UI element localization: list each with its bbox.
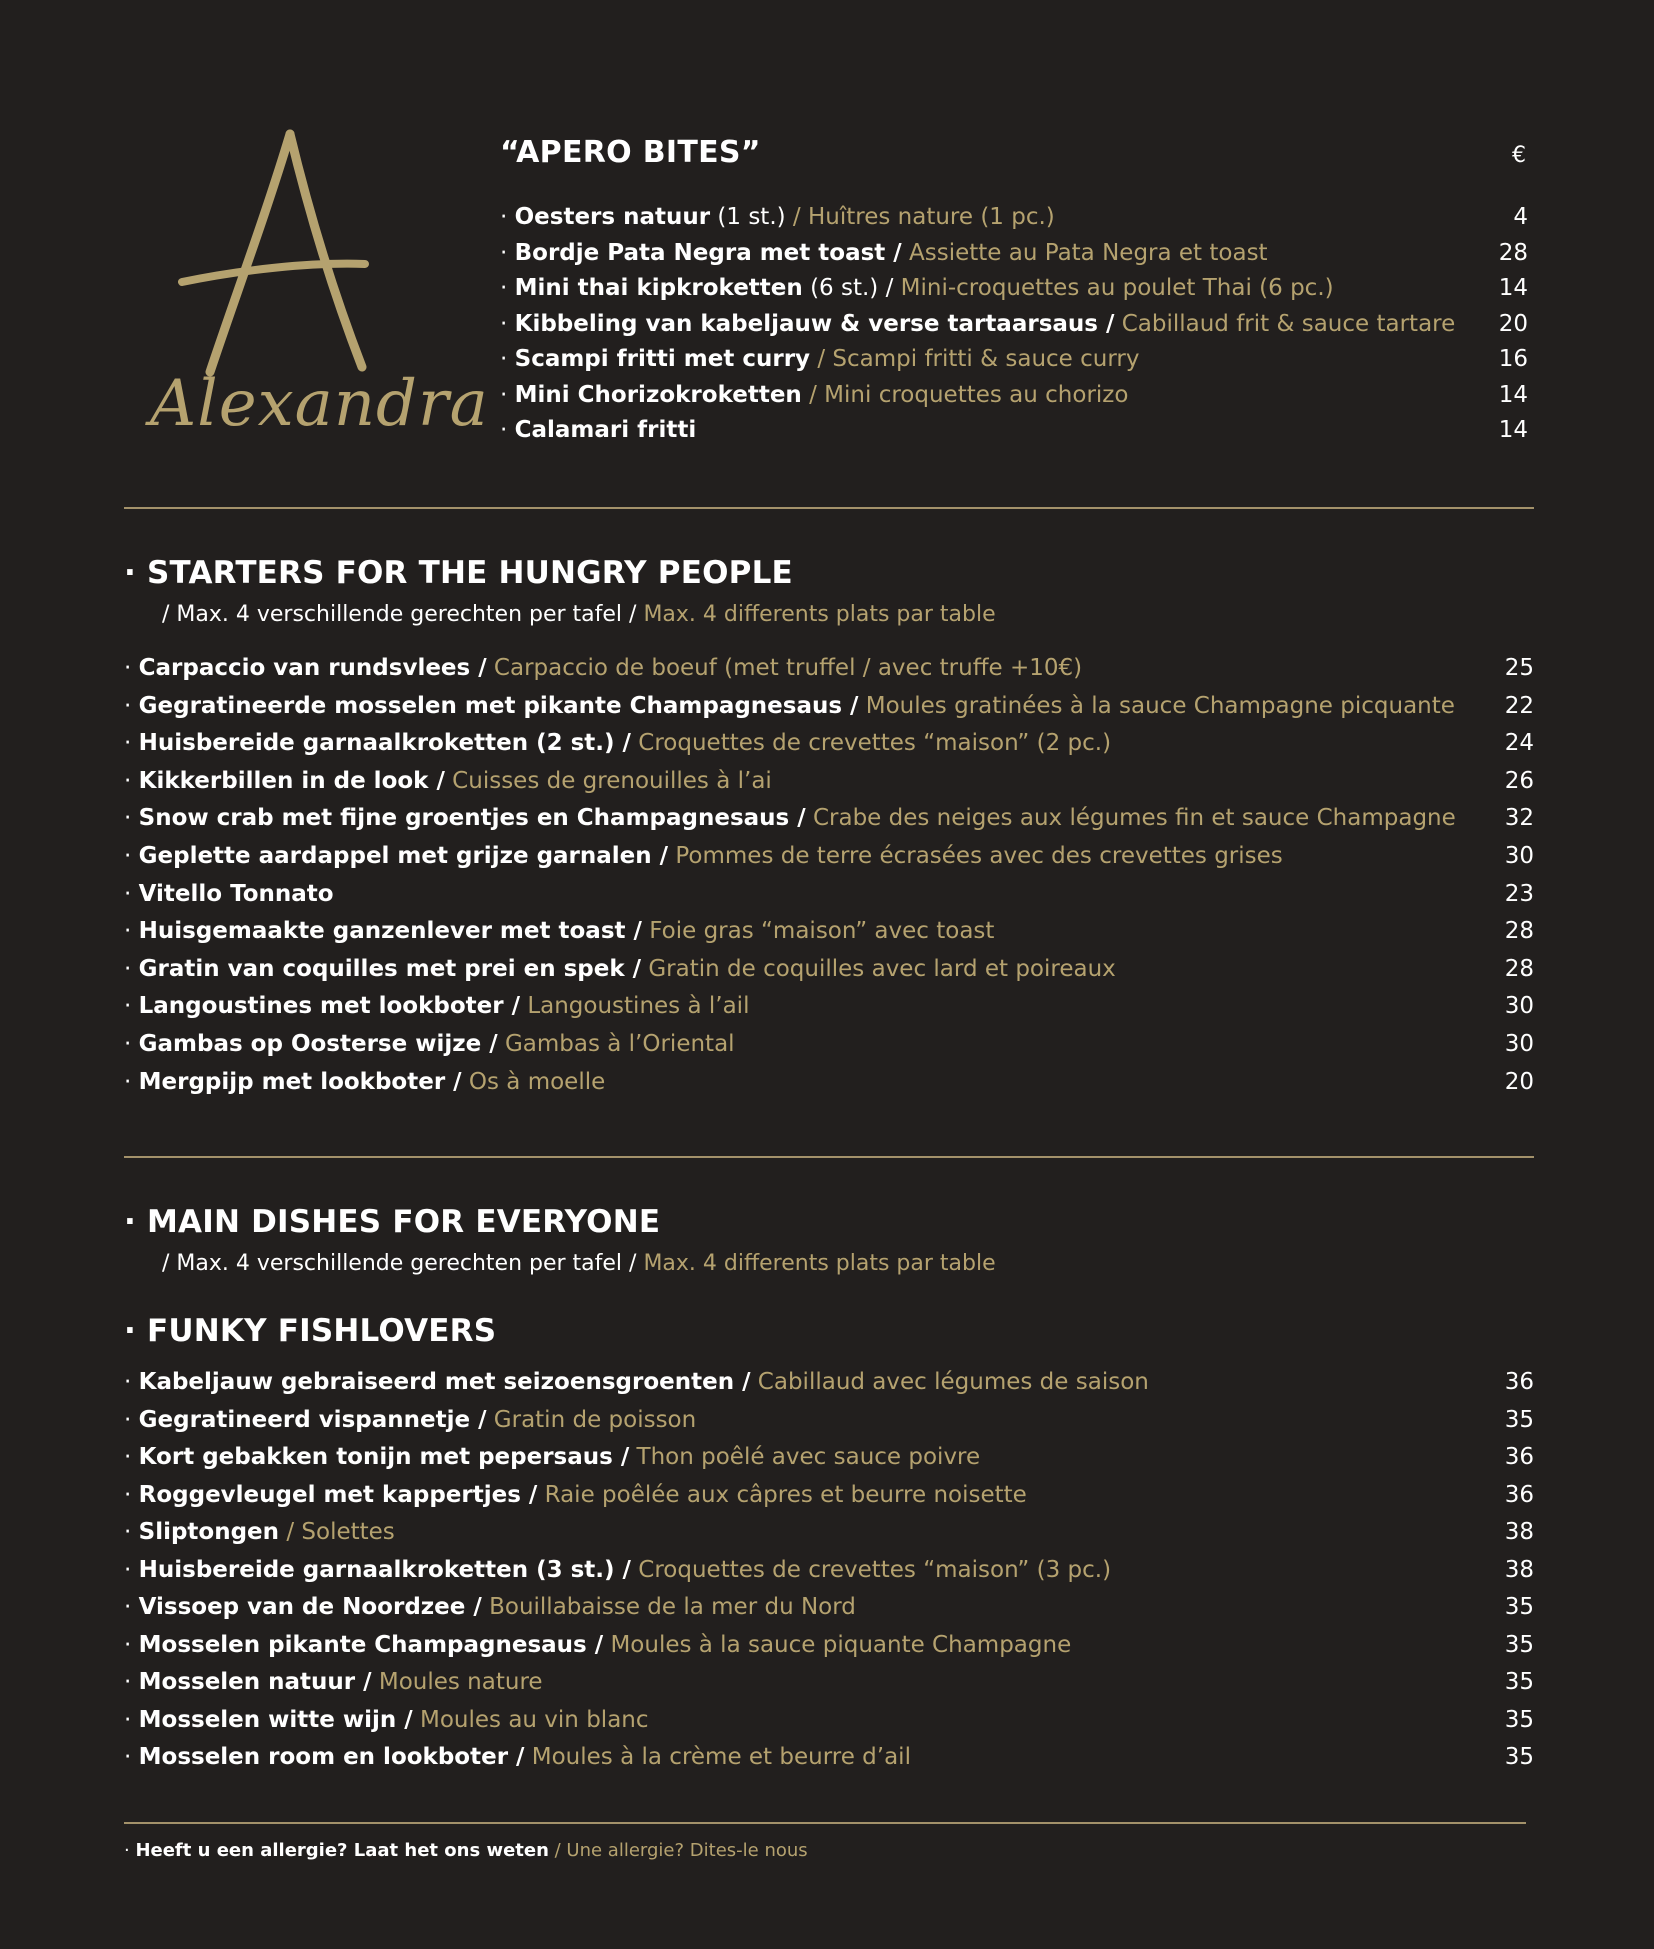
- price: 28: [1498, 239, 1528, 266]
- dish-name-nl: Geplette aardappel met grijze garnalen /: [138, 842, 669, 869]
- dish-name-nl: Mini Chorizokroketten: [514, 381, 802, 408]
- menu-item-text: · Kibbeling van kabeljauw & verse tartaarsaus / Cabillaud frit & sauce tartare: [500, 310, 1456, 337]
- dish-name-fr: Bouillabaisse de la mer du Nord: [481, 1594, 856, 1620]
- price: 35: [1504, 1631, 1534, 1658]
- price: 20: [1498, 310, 1528, 337]
- menu-item-text: · Kabeljauw gebraiseerd met seizoensgroenten / Cabillaud avec légumes de saison: [124, 1369, 1149, 1395]
- dish-name-fr: Gambas à l’Oriental: [497, 1030, 735, 1057]
- dish-name-fr: Gratin de poisson: [486, 1406, 697, 1433]
- price: 36: [1504, 1444, 1534, 1470]
- menu-item-text: · Mergpijp met lookboter / Os à moelle: [124, 1068, 606, 1095]
- dish-name-nl: Mosselen natuur /: [138, 1669, 372, 1695]
- menu-item: [124, 730, 1534, 768]
- apero-list: [500, 204, 1528, 453]
- dish-name-fr: Assiette au Pata Negra et toast: [901, 239, 1268, 266]
- dish-name-fr: Moules nature: [371, 1669, 543, 1695]
- dish-name-fr: Raie poêlée aux câpres et beurre noisette: [537, 1481, 1027, 1508]
- starters-list: [124, 655, 1534, 1106]
- divider: [124, 1822, 1526, 1824]
- menu-item-text: · Oesters natuur (1 st.) / Huîtres nature (1 pc.): [500, 204, 1055, 230]
- price: 36: [1504, 1369, 1534, 1395]
- menu-item-text: · Geplette aardappel met grijze garnalen / Pommes de terre écrasées avec des crevettes grises: [124, 842, 1283, 869]
- menu-item-text: · Bordje Pata Negra met toast / Assiette au Pata Negra et toast: [500, 239, 1268, 266]
- dish-portion: (1 st.): [710, 204, 786, 230]
- menu-item-text: · Mini Chorizokroketten / Mini croquettes au chorizo: [500, 381, 1129, 408]
- menu-item: [124, 1069, 1534, 1107]
- price: 38: [1504, 1556, 1534, 1583]
- menu-item: [124, 1369, 1534, 1407]
- fish-list: [124, 1369, 1534, 1782]
- dish-name-nl: Bordje Pata Negra met toast /: [514, 239, 902, 266]
- dish-name-fr: / Huîtres nature (1 pc.): [785, 204, 1055, 230]
- menu-item: [500, 275, 1528, 311]
- price: 4: [1513, 204, 1528, 230]
- menu-item: [500, 204, 1528, 240]
- apero-section: [500, 135, 1528, 453]
- menu-item: [124, 1744, 1534, 1782]
- dish-name-nl: Sliptongen: [138, 1519, 280, 1545]
- menu-item-text: · Mosselen room en lookboter / Moules à la crème et beurre d’ail: [124, 1744, 911, 1770]
- dish-name-nl: Huisgemaakte ganzenlever met toast /: [138, 918, 642, 945]
- menu-item: [124, 768, 1534, 806]
- menu-item-text: · Scampi fritti met curry / Scampi fritti & sauce curry: [500, 346, 1140, 372]
- starters-note: / Max. 4 verschillende gerechten per tafel / Max. 4 differents plats par table: [162, 602, 996, 627]
- dish-name-nl: Kort gebakken tonijn met pepersaus /: [138, 1444, 630, 1470]
- mains-title: MAIN DISHES FOR EVERYONE: [146, 1204, 661, 1240]
- price: 35: [1504, 1744, 1534, 1770]
- dish-name-fr: Moules à la sauce piquante Champagne: [603, 1631, 1072, 1658]
- price: 20: [1504, 1068, 1534, 1095]
- apero-title: “APERO BITES”: [500, 135, 761, 170]
- menu-item: [124, 1482, 1534, 1520]
- menu-item-text: · Mosselen natuur / Moules nature: [124, 1669, 543, 1695]
- menu-item: [500, 240, 1528, 276]
- dish-portion: (6 st.) /: [802, 275, 894, 301]
- dish-name-nl: Kabeljauw gebraiseerd met seizoensgroenten /: [138, 1369, 751, 1395]
- dish-name-nl: Carpaccio van rundsvlees /: [138, 655, 487, 681]
- menu-item: [124, 1632, 1534, 1670]
- menu-item-text: · Mosselen pikante Champagnesaus / Moules à la sauce piquante Champagne: [124, 1631, 1072, 1658]
- menu-item-text: · Gegratineerde mosselen met pikante Champagnesaus / Moules gratinées à la sauce Champagne picquante: [124, 692, 1455, 719]
- menu-item-text: · Vissoep van de Noordzee / Bouillabaisse de la mer du Nord: [124, 1594, 856, 1620]
- dish-name-nl: Mosselen witte wijn /: [138, 1706, 413, 1733]
- price: 14: [1498, 275, 1528, 301]
- allergy-note: · Heeft u een allergie? Laat het ons weten / Une allergie? Dites-le nous: [124, 1840, 808, 1861]
- dish-name-fr: Moules gratinées à la sauce Champagne picquante: [858, 692, 1455, 719]
- menu-item-text: · Mosselen witte wijn / Moules au vin blanc: [124, 1706, 649, 1733]
- fish-section: · FUNKY FISHLOVERS · Kabeljauw gebraiseerd met seizoensgroenten / Cabillaud avec légumes de saison 36 · Gegratineerd vispannetje / Gratin de poisson 35 · Kort gebakken tonijn met pepersaus / Thon poêlé avec sauce poivre 36 · Roggevleugel met kappertjes / Raie poêlée aux câpres et beurre noisette 36 · Sliptongen / Solettes 38 · Huisbereide garnaalkroketten (3 st.) / Croquettes de crevettes “maison” (3 pc.) 38 · Vissoep van de Noordzee / Bouillabaisse de la mer du Nord 35 · Mosselen pikante Champagnesaus / Moules à la sauce piquante Champagne 35 · Mosselen natuur / Moules nature 35 · Mosselen witte wijn / Moules au vin blanc 35 · Mosselen room en lookboter / Moules à la crème et beurre d’ail 35: [124, 1313, 1534, 1782]
- menu-item: [124, 1707, 1534, 1745]
- menu-item: [500, 311, 1528, 347]
- menu-item-text: · Kikkerbillen in de look / Cuisses de grenouilles à l’ai: [124, 767, 772, 794]
- price: 22: [1504, 692, 1534, 719]
- menu-item-text: · Calamari fritti: [500, 417, 697, 443]
- divider: [124, 507, 1534, 509]
- dish-name-nl: Gambas op Oosterse wijze /: [138, 1030, 498, 1057]
- dish-name-fr: / Solettes: [279, 1519, 395, 1545]
- dish-name-nl: Mini thai kipkroketten: [514, 275, 803, 301]
- menu-item: [124, 1519, 1534, 1557]
- price: 26: [1504, 767, 1534, 794]
- dish-name-nl: Scampi fritti met curry: [514, 346, 811, 372]
- dish-name-fr: Croquettes de crevettes “maison” (3 pc.): [630, 1556, 1112, 1583]
- menu-item-text: · Huisgemaakte ganzenlever met toast / Foie gras “maison” avec toast: [124, 918, 995, 945]
- menu-item: [500, 417, 1528, 453]
- menu-item: [124, 805, 1534, 843]
- dish-name-fr: Cuisses de grenouilles à l’ai: [444, 767, 772, 794]
- menu-item-text: · Langoustines met lookboter / Langoustines à l’ail: [124, 993, 750, 1020]
- dish-name-fr: Os à moelle: [461, 1068, 606, 1095]
- fish-title: FUNKY FISHLOVERS: [146, 1313, 497, 1349]
- price: 16: [1498, 346, 1528, 372]
- dish-name-fr: Pommes de terre écrasées avec des crevettes grises: [668, 842, 1283, 869]
- mains-section: · MAIN DISHES FOR EVERYONE / Max. 4 verschillende gerechten per tafel / Max. 4 differents plats par table: [124, 1204, 1534, 1276]
- dish-name-nl: Vissoep van de Noordzee /: [138, 1594, 482, 1620]
- menu-item-text: · Kort gebakken tonijn met pepersaus / Thon poêlé avec sauce poivre: [124, 1444, 981, 1470]
- dish-name-fr: Gratin de coquilles avec lard et poireaux: [641, 955, 1116, 982]
- price: 23: [1504, 880, 1534, 907]
- dish-name-nl: Gratin van coquilles met prei en spek /: [138, 955, 642, 982]
- price: 28: [1504, 918, 1534, 945]
- dish-name-nl: Huisbereide garnaalkroketten (2 st.) /: [138, 730, 631, 757]
- restaurant-logo: [140, 122, 489, 452]
- dish-name-nl: Gegratineerd vispannetje /: [138, 1406, 487, 1433]
- menu-item: [124, 655, 1534, 693]
- dish-name-nl: Kikkerbillen in de look /: [138, 767, 445, 794]
- price: 36: [1504, 1481, 1534, 1508]
- price: 35: [1504, 1594, 1534, 1620]
- menu-item: [124, 1407, 1534, 1445]
- menu-item-text: · Carpaccio van rundsvlees / Carpaccio de boeuf (met truffel / avec truffe +10€): [124, 655, 1083, 681]
- menu-item-text: · Huisbereide garnaalkroketten (2 st.) / Croquettes de crevettes “maison” (2 pc.): [124, 730, 1112, 757]
- menu-item: [124, 1031, 1534, 1069]
- dish-name-nl: Langoustines met lookboter /: [138, 993, 521, 1020]
- menu-item: [124, 1444, 1534, 1482]
- price: 28: [1504, 955, 1534, 982]
- menu-item: [500, 382, 1528, 418]
- dish-name-fr: Carpaccio de boeuf (met truffel / avec truffe +10€): [486, 655, 1083, 681]
- menu-item: [124, 1594, 1534, 1632]
- menu-item-text: · Sliptongen / Solettes: [124, 1519, 395, 1545]
- dish-name-nl: Mosselen room en lookboter /: [138, 1744, 525, 1770]
- menu-item: [124, 918, 1534, 956]
- price: 35: [1504, 1406, 1534, 1433]
- dish-name-nl: Roggevleugel met kappertjes /: [138, 1481, 538, 1508]
- dish-name-fr: Croquettes de crevettes “maison” (2 pc.): [630, 730, 1112, 757]
- divider: [124, 1156, 1534, 1158]
- dish-name-nl: Gegratineerde mosselen met pikante Champagnesaus /: [138, 692, 859, 719]
- price: 24: [1504, 730, 1534, 757]
- dish-name-nl: Snow crab met fijne groentjes en Champagnesaus /: [138, 805, 806, 832]
- menu-item: [124, 693, 1534, 731]
- menu-item-text: · Mini thai kipkroketten (6 st.) / Mini-croquettes au poulet Thai (6 pc.): [500, 275, 1334, 301]
- dish-name-fr: Cabillaud avec légumes de saison: [750, 1369, 1149, 1395]
- dish-name-nl: Huisbereide garnaalkroketten (3 st.) /: [138, 1556, 631, 1583]
- menu-item-text: · Huisbereide garnaalkroketten (3 st.) / Croquettes de crevettes “maison” (3 pc.): [124, 1556, 1112, 1583]
- dish-name-nl: Mosselen pikante Champagnesaus /: [138, 1631, 604, 1658]
- menu-item-text: · Vitello Tonnato: [124, 880, 334, 907]
- price: 14: [1498, 417, 1528, 443]
- price: 38: [1504, 1519, 1534, 1545]
- menu-item: [124, 1557, 1534, 1595]
- price: 25: [1504, 655, 1534, 681]
- menu-item: [124, 1669, 1534, 1707]
- dish-name-nl: Kibbeling van kabeljauw & verse tartaarsaus /: [514, 310, 1115, 337]
- menu-item-text: · Roggevleugel met kappertjes / Raie poêlée aux câpres et beurre noisette: [124, 1481, 1027, 1508]
- menu-item: [124, 956, 1534, 994]
- dish-name-fr: Mini-croquettes au poulet Thai (6 pc.): [893, 275, 1334, 301]
- logo-name: Alexandra: [150, 367, 489, 441]
- menu-item: [124, 881, 1534, 919]
- price: 35: [1504, 1669, 1534, 1695]
- price: 30: [1504, 842, 1534, 869]
- dish-name-nl: Calamari fritti: [514, 417, 697, 443]
- dish-name-fr: Moules au vin blanc: [412, 1706, 649, 1733]
- dish-name-nl: Oesters natuur: [514, 204, 711, 230]
- price: 30: [1504, 993, 1534, 1020]
- price: 14: [1498, 381, 1528, 408]
- dish-name-nl: Vitello Tonnato: [138, 880, 334, 907]
- menu-item-text: · Gambas op Oosterse wijze / Gambas à l’Oriental: [124, 1030, 735, 1057]
- price: 32: [1504, 805, 1534, 832]
- menu-item: [500, 346, 1528, 382]
- dish-name-fr: Moules à la crème et beurre d’ail: [524, 1744, 911, 1770]
- dish-name-fr: Langoustines à l’ail: [520, 993, 750, 1020]
- starters-title: STARTERS FOR THE HUNGRY PEOPLE: [146, 555, 793, 591]
- menu-item-text: · Snow crab met fijne groentjes en Champagnesaus / Crabe des neiges aux légumes fin et sauce Champagne: [124, 805, 1456, 832]
- dish-name-fr: Thon poêlé avec sauce poivre: [629, 1444, 981, 1470]
- dish-name-fr: Foie gras “maison” avec toast: [641, 918, 995, 945]
- dish-name-fr: Cabillaud frit & sauce tartare: [1114, 310, 1456, 337]
- menu-item: [124, 993, 1534, 1031]
- starters-section: · STARTERS FOR THE HUNGRY PEOPLE / Max. 4 verschillende gerechten per tafel / Max. 4 differents plats par table · Carpaccio van rundsvlees / Carpaccio de boeuf (met truffel / avec truffe +10€) 25 · Gegratineerde mosselen met pikante Champagnesaus / Moules gratinées à la sauce Champagne picquante 22 · Huisbereide garnaalkroketten (2 st.) / Croquettes de crevettes “maison” (2 pc.) 24 · Kikkerbillen in de look / Cuisses de grenouilles à l’ai 26 · Snow crab met fijne groentjes en Champagnesaus / Crabe des neiges aux légumes fin et sauce Champagne 32 · Geplette aardappel met grijze garnalen / Pommes de terre écrasées avec des crevettes grises 30 · Vitello Tonnato 23 · Huisgemaakte ganzenlever met toast / Foie gras “maison” avec toast 28 · Gratin van coquilles met prei en spek / Gratin de coquilles avec lard et poireaux 28 · Langoustines met lookboter / Langoustines à l’ail 30 · Gambas op Oosterse wijze / Gambas à l’Oriental 30 · Mergpijp met lookboter / Os à moelle 20: [124, 555, 1534, 1106]
- mains-note: / Max. 4 verschillende gerechten per tafel / Max. 4 differents plats par table: [162, 1251, 996, 1276]
- dish-name-nl: Mergpijp met lookboter /: [138, 1068, 462, 1095]
- menu-item: [124, 843, 1534, 881]
- dish-name-fr: / Scampi fritti & sauce curry: [810, 346, 1140, 372]
- menu-item-text: · Gegratineerd vispannetje / Gratin de poisson: [124, 1406, 697, 1433]
- currency-symbol: €: [1512, 143, 1526, 168]
- dish-name-fr: Crabe des neiges aux légumes fin et sauce Champagne: [805, 805, 1456, 832]
- price: 35: [1504, 1706, 1534, 1733]
- price: 30: [1504, 1030, 1534, 1057]
- dish-name-fr: / Mini croquettes au chorizo: [801, 381, 1129, 408]
- menu-item-text: · Gratin van coquilles met prei en spek / Gratin de coquilles avec lard et poireaux: [124, 955, 1116, 982]
